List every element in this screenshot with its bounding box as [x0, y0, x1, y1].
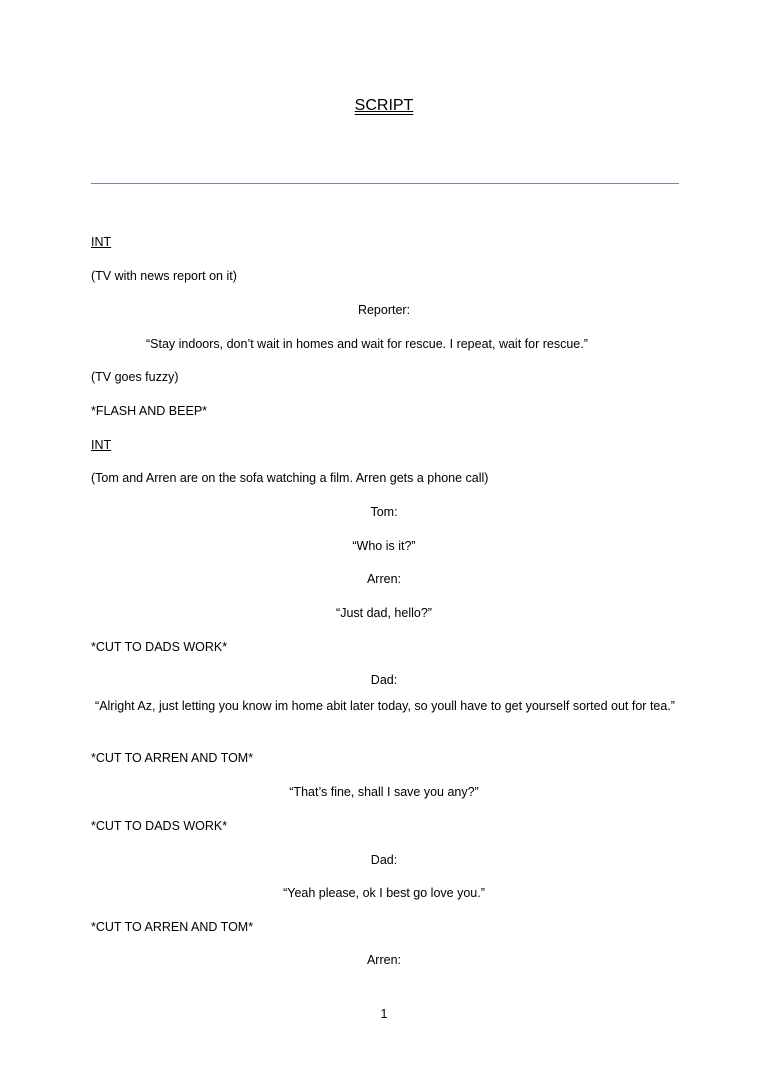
dialogue: “Stay indoors, don’t wait in homes and wait for rescue. I repeat, wait for rescue.”: [146, 337, 588, 351]
character-name: Dad:: [370, 853, 398, 867]
page-number: 1: [380, 1007, 388, 1021]
dialogue: “Just dad, hello?”: [336, 606, 432, 620]
dialogue: “Who is it?”: [352, 539, 416, 553]
document-title: SCRIPT: [354, 97, 414, 114]
header-divider: [91, 183, 679, 184]
stage-direction: (TV with news report on it): [91, 269, 237, 283]
character-name: Tom:: [370, 505, 398, 519]
character-name: Arren:: [366, 572, 402, 586]
character-name: Dad:: [370, 673, 398, 687]
scene-heading: INT: [91, 438, 112, 452]
character-name: Arren:: [366, 953, 402, 967]
character-name: Reporter:: [357, 303, 411, 317]
stage-direction: (TV goes fuzzy): [91, 370, 179, 384]
stage-direction: *CUT TO DADS WORK*: [91, 819, 228, 833]
stage-direction: *FLASH AND BEEP*: [91, 404, 208, 418]
stage-direction: *CUT TO ARREN AND TOM*: [91, 751, 254, 765]
dialogue: “Alright Az, just letting you know im home abit later today, so youll have to get yourself sorted out for tea.”: [95, 699, 675, 713]
stage-direction: *CUT TO ARREN AND TOM*: [91, 920, 254, 934]
stage-direction: *CUT TO DADS WORK*: [91, 640, 228, 654]
dialogue: “That’s fine, shall I save you any?”: [289, 785, 479, 799]
scene-heading: INT: [91, 235, 112, 249]
dialogue: “Yeah please, ok I best go love you.”: [283, 886, 485, 900]
stage-direction: (Tom and Arren are on the sofa watching a film. Arren gets a phone call): [91, 471, 489, 485]
